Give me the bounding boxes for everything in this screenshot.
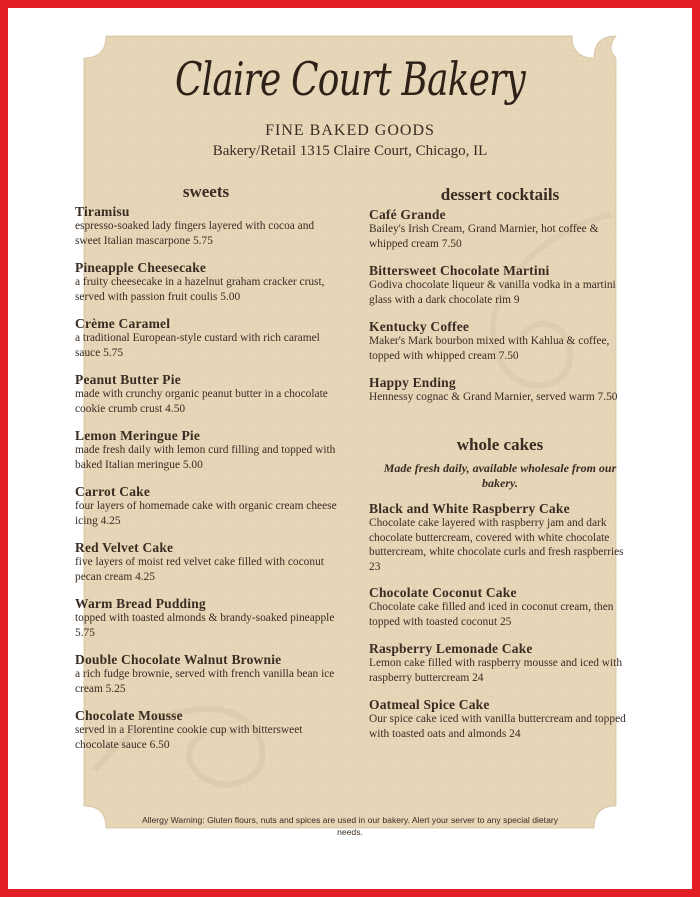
item-name: Pineapple Cheesecake xyxy=(75,260,207,275)
item-description: Lemon cake filled with raspberry mousse and iced with raspberry buttercream 24 xyxy=(369,657,623,684)
bakery-title: Claire Court Bakery xyxy=(174,52,526,106)
menu-item xyxy=(75,372,337,428)
item-name: Red Velvet Cake xyxy=(75,540,174,555)
menu-item xyxy=(75,652,337,708)
item-name: Crème Caramel xyxy=(75,316,171,331)
wholesale-note: Made fresh daily, available wholesale from our bakery. xyxy=(383,461,617,490)
item-name: Carrot Cake xyxy=(75,484,151,499)
menu-item xyxy=(369,641,631,697)
item-name: Kentucky Coffee xyxy=(369,319,470,334)
item-name: Chocolate Mousse xyxy=(75,708,183,723)
item-description: Chocolate cake layered with raspberry jam and dark chocolate buttercream, covered with white chocolate buttercream, white chocolate curls and fresh raspberries 23 xyxy=(369,517,624,573)
item-description: a traditional European-style custard with rich caramel sauce 5.75 xyxy=(75,332,320,359)
bakery-address: Bakery/Retail 1315 Claire Court, Chicago, IL xyxy=(212,143,488,159)
item-name: Tiramisu xyxy=(75,204,130,219)
item-description: Godiva chocolate liqueur & vanilla vodka in a martini glass with a dark chocolate rim 9 xyxy=(369,279,616,306)
item-name: Black and White Raspberry Cake xyxy=(369,501,570,516)
item-name: Double Chocolate Walnut Brownie xyxy=(75,652,282,667)
item-description: Hennessy cognac & Grand Marnier, served warm 7.50 xyxy=(369,391,618,403)
menu-item xyxy=(369,263,631,319)
menu-item xyxy=(75,540,337,596)
item-description: Maker's Mark bourbon mixed with Kahlua & coffee, topped with whipped cream 7.50 xyxy=(369,335,610,362)
item-name: Peanut Butter Pie xyxy=(75,372,181,387)
item-description: five layers of moist red velvet cake filled with coconut pecan cream 4.25 xyxy=(75,556,324,583)
menu-item xyxy=(369,585,631,641)
item-name: Lemon Meringue Pie xyxy=(75,428,201,443)
item-name: Chocolate Coconut Cake xyxy=(369,585,517,600)
sweets-heading: sweets xyxy=(182,182,230,201)
menu-item xyxy=(75,260,337,316)
item-description: made fresh daily with lemon curd filling and topped with baked Italian meringue 5.00 xyxy=(75,444,336,471)
item-description: four layers of homemade cake with organic cream cheese icing 4.25 xyxy=(75,500,337,527)
item-description: a fruity cheesecake in a hazelnut graham cracker crust, served with passion fruit coulis 5.00 xyxy=(75,276,325,303)
right-column xyxy=(369,183,631,753)
item-description: Bailey's Irish Cream, Grand Marnier, hot coffee & whipped cream 7.50 xyxy=(369,223,599,250)
item-name: Raspberry Lemonade Cake xyxy=(369,641,533,656)
menu-item xyxy=(369,207,631,263)
allergy-warning: Allergy Warning: Gluten flours, nuts and spices are used in our bakery. Alert your server to any special dietary needs. xyxy=(141,815,559,837)
cocktails-heading: dessert cocktails xyxy=(440,185,560,204)
item-description: a rich fudge brownie, served with french vanilla bean ice cream 5.25 xyxy=(75,668,335,695)
item-description: topped with toasted almonds & brandy-soaked pineapple 5.75 xyxy=(75,612,335,639)
item-name: Bittersweet Chocolate Martini xyxy=(369,263,550,278)
menu-item xyxy=(369,697,631,753)
menu-item xyxy=(75,596,337,652)
item-description: Our spice cake iced with vanilla buttercream and topped with toasted oats and almonds 24 xyxy=(369,713,626,740)
item-description: Chocolate cake filled and iced in coconut cream, then topped with toasted coconut 25 xyxy=(369,601,614,628)
cakes-heading: whole cakes xyxy=(456,435,544,454)
item-name: Oatmeal Spice Cake xyxy=(369,697,490,712)
menu-item xyxy=(75,708,337,764)
menu-item xyxy=(75,484,337,540)
menu-item xyxy=(75,316,337,372)
bakery-subtitle: FINE BAKED GOODS xyxy=(265,122,435,139)
menu-item xyxy=(369,375,631,421)
item-description: made with crunchy organic peanut butter in a chocolate cookie crumb crust 4.50 xyxy=(75,388,328,415)
menu-item xyxy=(369,319,631,375)
item-name: Happy Ending xyxy=(369,375,456,390)
sweets-column xyxy=(75,180,337,764)
menu-item xyxy=(75,204,337,260)
item-description: served in a Florentine cookie cup with bittersweet chocolate sauce 6.50 xyxy=(75,724,303,751)
menu-item xyxy=(369,501,631,585)
item-description: espresso-soaked lady fingers layered with cocoa and sweet Italian mascarpone 5.75 xyxy=(75,220,315,247)
item-name: Café Grande xyxy=(369,207,446,222)
item-name: Warm Bread Pudding xyxy=(75,596,206,611)
menu-item xyxy=(75,428,337,484)
